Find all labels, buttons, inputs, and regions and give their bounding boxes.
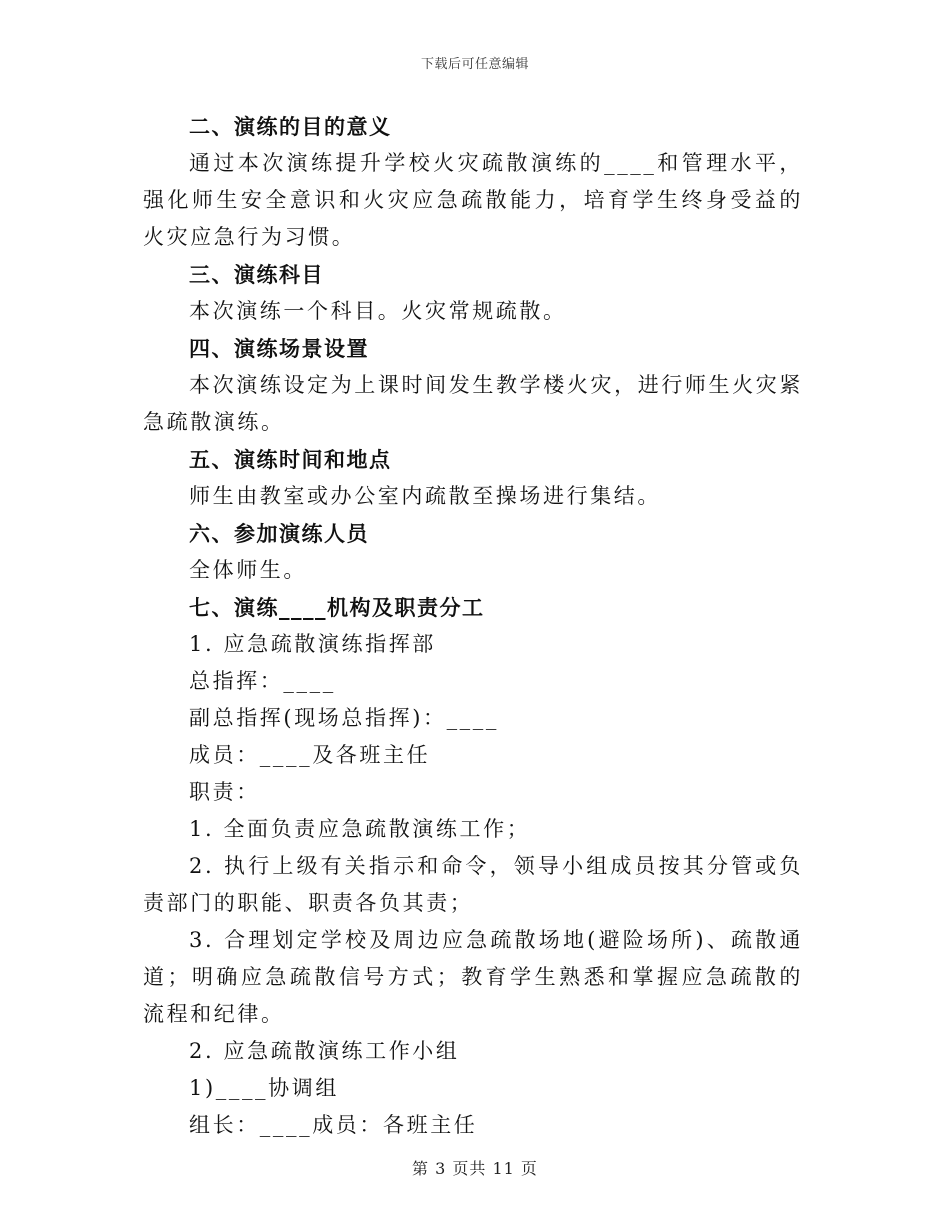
page-footer: 第 3 页共 11 页 bbox=[412, 1159, 538, 1178]
section-paragraph-subject: 本次演练一个科目。火灾常规疏散。 bbox=[189, 299, 567, 323]
section-heading-time-place: 五、演练时间和地点 bbox=[189, 447, 392, 472]
duty-item-1: 1. 全面负责应急疏散演练工作； bbox=[189, 817, 531, 841]
team-title: 2. 应急疏散演练工作小组 bbox=[189, 1039, 460, 1063]
section-heading-scenario: 四、演练场景设置 bbox=[189, 336, 369, 361]
command-deputy: 副总指挥(现场总指挥)：____ bbox=[189, 706, 499, 730]
command-duties-label: 职责： bbox=[189, 780, 260, 804]
command-members: 成员：____及各班主任 bbox=[189, 743, 431, 767]
section-heading-organization: 七、演练____机构及职责分工 bbox=[189, 595, 485, 620]
section-paragraph-time-place: 师生由教室或办公室内疏散至操场进行集结。 bbox=[189, 484, 661, 508]
page-header-note: 下载后可任意编辑 bbox=[420, 57, 529, 72]
section-paragraph-purpose: 通过本次演练提升学校火灾疏散演练的____和管理水平，强化师生安全意识和火灾应急疏散能力，培育学生终身受益的火灾应急行为习惯。 bbox=[143, 151, 803, 249]
section-paragraph-participants: 全体师生。 bbox=[189, 558, 307, 582]
section-heading-purpose: 二、演练的目的意义 bbox=[189, 114, 392, 139]
section-heading-participants: 六、参加演练人员 bbox=[189, 521, 369, 546]
document-body bbox=[143, 108, 803, 1144]
section-paragraph-scenario: 本次演练设定为上课时间发生教学楼火灾，进行师生火灾紧急疏散演练。 bbox=[143, 373, 803, 434]
command-chief: 总指挥：____ bbox=[189, 669, 336, 693]
duty-item-3: 3. 合理划定学校及周边应急疏散场地(避险场所)、疏散通道；明确应急疏散信号方式；教育学生熟悉和掌握应急疏散的流程和纪律。 bbox=[143, 928, 803, 1026]
team-1-members: 组长：____成员：各班主任 bbox=[189, 1113, 478, 1137]
section-heading-subject: 三、演练科目 bbox=[189, 262, 324, 287]
command-title: 1. 应急疏散演练指挥部 bbox=[189, 632, 436, 656]
team-1-title: 1)____协调组 bbox=[189, 1076, 339, 1100]
duty-item-2: 2. 执行上级有关指示和命令，领导小组成员按其分管或负责部门的职能、职责各负其责； bbox=[143, 854, 803, 915]
